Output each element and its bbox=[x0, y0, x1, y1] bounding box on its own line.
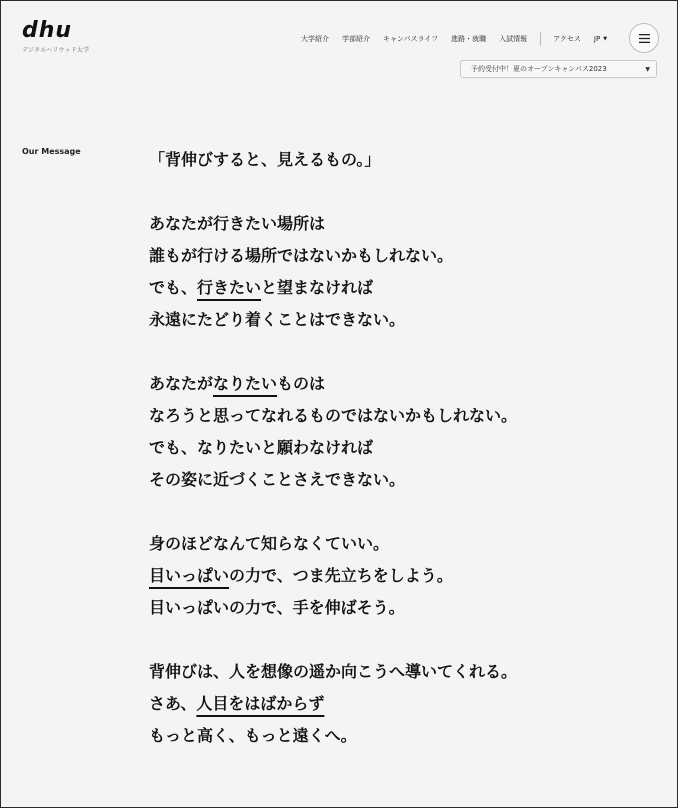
stanza bbox=[149, 208, 649, 336]
message-line bbox=[149, 720, 649, 752]
caret-down-icon: ▼ bbox=[603, 36, 608, 42]
logo-mark: dhu bbox=[22, 18, 73, 43]
message-line bbox=[149, 528, 649, 560]
message-line bbox=[149, 432, 649, 464]
message-line bbox=[149, 656, 649, 688]
line-text: 永遠にたどり着くことはできない。 bbox=[149, 310, 406, 329]
message-line bbox=[149, 240, 649, 272]
message-line bbox=[149, 400, 649, 432]
nav-item-admission[interactable]: 入試情報 bbox=[499, 35, 528, 43]
global-nav bbox=[301, 32, 607, 46]
message-title: 「背伸びすると、見えるもの。」 bbox=[149, 150, 381, 169]
line-text: でも、 bbox=[149, 278, 198, 297]
message-line bbox=[149, 304, 649, 336]
event-select-value: 予約受付中！夏のオープンキャンパス2023 bbox=[471, 65, 607, 73]
nav-item-campus-life[interactable]: キャンパスライフ bbox=[383, 35, 439, 43]
message-line bbox=[149, 688, 649, 720]
stanza bbox=[149, 656, 649, 752]
nav-item-faculty[interactable]: 学部紹介 bbox=[342, 35, 370, 43]
stanza bbox=[149, 368, 649, 496]
line-text: 誰もが行ける場所ではないかもしれない。 bbox=[149, 246, 454, 265]
nav-item-access[interactable]: アクセス bbox=[553, 35, 581, 43]
line-text: 身のほどなんて知らなくていい。 bbox=[149, 534, 390, 553]
line-text: あなたが行きたい場所は bbox=[149, 214, 326, 233]
message-line bbox=[149, 560, 649, 592]
section-label: Our Message bbox=[22, 147, 81, 156]
message-body bbox=[149, 144, 649, 752]
nav-item-career[interactable]: 進路・就職 bbox=[451, 35, 487, 43]
underlined-phrase: 行きたい bbox=[197, 278, 262, 297]
message-line bbox=[149, 272, 649, 304]
message-line bbox=[149, 464, 649, 496]
line-text: その姿に近づくことさえできない。 bbox=[149, 470, 406, 489]
line-text: あなたが bbox=[149, 374, 214, 393]
line-text: もっと高く、もっと遠くへ。 bbox=[149, 726, 357, 745]
language-label: JP bbox=[593, 35, 601, 43]
underlined-phrase: なりたい bbox=[213, 374, 278, 393]
line-text: でも、なりたいと願わなければ bbox=[149, 438, 374, 457]
line-text: と望まなければ bbox=[261, 278, 374, 297]
nav-item-about[interactable]: 大学紹介 bbox=[301, 35, 329, 43]
line-text: 背伸びは、人を想像の遥か向こうへ導いてくれる。 bbox=[149, 662, 518, 681]
event-select[interactable] bbox=[460, 60, 657, 78]
dhu-logo[interactable] bbox=[22, 18, 90, 54]
line-text: の力で、つま先立ちをしよう。 bbox=[229, 566, 453, 585]
language-switcher[interactable] bbox=[594, 35, 607, 43]
hamburger-menu-icon bbox=[639, 34, 650, 43]
line-text: 目いっぱいの力で、手を伸ばそう。 bbox=[149, 598, 405, 617]
line-text: ものは bbox=[277, 374, 326, 393]
underlined-phrase: 目いっぱい bbox=[149, 566, 230, 585]
underlined-phrase: 人目をはばからず bbox=[196, 694, 325, 713]
message-line bbox=[149, 368, 649, 400]
line-text: さあ、 bbox=[149, 694, 197, 713]
line-text: なろうと思ってなれるものではないかもしれない。 bbox=[149, 406, 518, 425]
stanza bbox=[149, 528, 649, 624]
logo-subtitle: デジタルハリウッド大学 bbox=[22, 47, 90, 54]
menu-button[interactable] bbox=[629, 23, 659, 53]
nav-divider bbox=[540, 32, 541, 46]
chevron-down-icon: ▼ bbox=[645, 65, 650, 73]
message-line bbox=[149, 592, 649, 624]
message-line bbox=[149, 208, 649, 240]
